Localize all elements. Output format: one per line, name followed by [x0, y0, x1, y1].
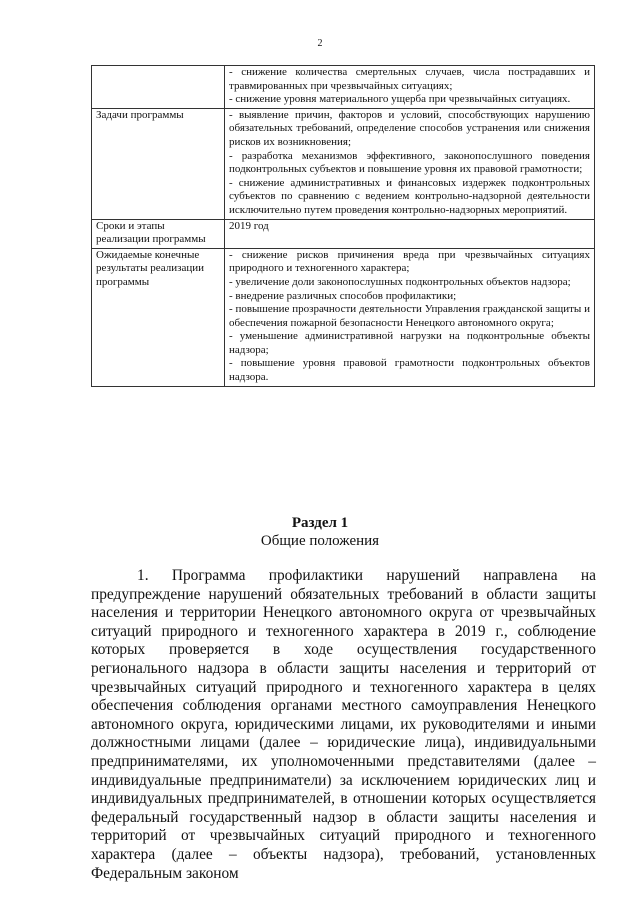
list-item: - повышение прозрачности деятельности Управления гражданской защиты и обеспечения пожарной безопасности Ненецкого автономного округа;: [229, 303, 590, 329]
table-row-label: [92, 66, 225, 109]
table-row-content: [225, 66, 595, 109]
list-item: 2019 год: [229, 219, 269, 232]
table-row: [92, 108, 595, 219]
section-subtitle: Общие положения: [260, 533, 380, 549]
table-row-label: Сроки и этапы реализации программы: [92, 219, 225, 248]
list-item: - внедрение различных способов профилактики;: [229, 289, 457, 302]
list-item: - снижение рисков причинения вреда при чрезвычайных ситуациях природного и техногенного характера;: [229, 248, 590, 275]
table-row-content: [225, 248, 595, 386]
table-row: [92, 248, 595, 386]
section-heading: Раздел 1: [291, 515, 349, 531]
list-item: - выявление причин, факторов и условий, способствующих нарушению обязательных требований, определение способов устранения или снижения рисков их возникновения;: [229, 108, 590, 148]
table-row-content: [225, 108, 595, 219]
list-item: - снижение уровня материального ущерба при чрезвычайных ситуациях.: [229, 93, 571, 106]
table-row: [92, 219, 595, 248]
list-item: - снижение административных и финансовых издержек подконтрольных субъектов по сравнению с ведением контрольно-надзорной деятельности исключительно путем проведения контрольно-надзорных мероприятий.: [229, 176, 590, 216]
table-row-content: [225, 219, 595, 248]
list-item: - увеличение доли законопослушных подконтрольных объектов надзора;: [229, 275, 571, 288]
list-item: - уменьшение административной нагрузки на подконтрольные объекты надзора;: [229, 330, 590, 356]
list-item: - снижение количества смертельных случаев, числа пострадавших и травмированных при чрезвычайных ситуациях;: [229, 66, 590, 92]
page-number: 2: [317, 38, 323, 49]
list-item: - повышение уровня правовой грамотности подконтрольных объектов надзора.: [229, 357, 590, 384]
program-passport-table: [91, 65, 595, 387]
body-paragraph: 1. Программа профилактики нарушений направлена на предупреждение нарушений обязательных требований в области защиты населения и территории Ненецкого автономного округа от чрезвычайных ситуаций природного и техногенного характера в 2019 г., соблюдение которых проверяется в ходе осуществления государственного регионального надзора в области защиты населения и территорий от чрезвычайных ситуаций природного и техногенного характера в целях обеспечения соблюдения органами местного самоуправления Ненецкого автономного округа, юридическими лицами, их руководителями и иными должностными лицами (далее – юридические лица), индивидуальными предпринимателями, их уполномоченными представителями (далее – индивидуальные предприниматели) за исключением юридических лиц и индивидуальных предпринимателей, в отношении которых осуществляется федеральный государственный надзор в области защиты населения и территорий от чрезвычайных ситуаций природного и техногенного характера (далее – объекты надзора), требований, установленных Федеральным законом: [91, 567, 596, 882]
list-item: - разработка механизмов эффективного, законопослушного поведения подконтрольных субъектов и повышение уровня их правовой грамотности;: [229, 149, 590, 176]
table-row: [92, 66, 595, 109]
table-row-label: Ожидаемые конечные результаты реализации программы: [92, 248, 225, 386]
table-row-label: Задачи программы: [92, 108, 225, 219]
